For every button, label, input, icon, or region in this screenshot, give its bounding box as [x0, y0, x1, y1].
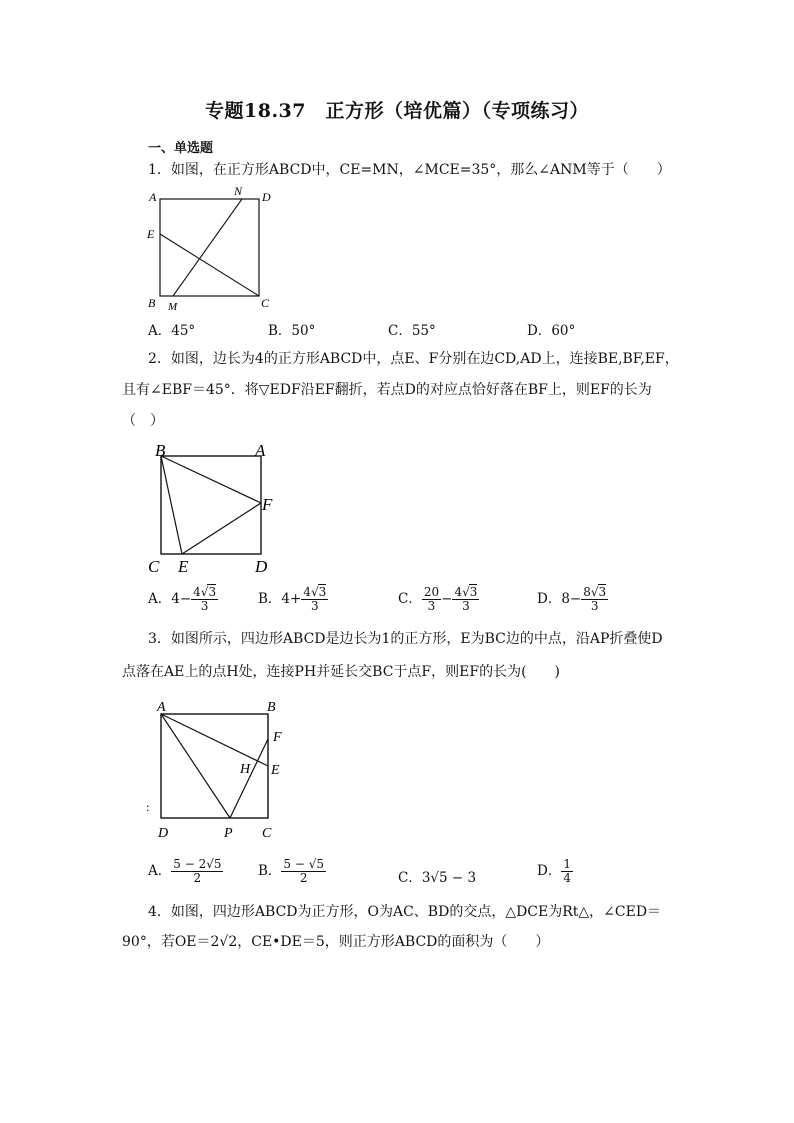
label-c: C [148, 557, 160, 576]
label-b: B [155, 441, 166, 460]
label-d: D [158, 826, 169, 841]
label-h: H [240, 762, 251, 777]
label-b: B [267, 700, 276, 715]
label-c: C [261, 296, 270, 310]
question-2-line-1: 2．如图，边长为4的正方形ABCD中，点E、F分别在边CD,AD上，连接BE,BF,EF， [148, 351, 679, 367]
question-1-text: 1．如图，在正方形ABCD中，CE=MN，∠MCE=35°，那么∠ANM等于（ ） [148, 162, 671, 178]
label-d: D [255, 557, 268, 576]
q1-option-d[interactable]: D．60° [527, 323, 576, 339]
segment-be [161, 456, 182, 554]
label-p: P [224, 826, 233, 841]
q2-option-c[interactable]: C． $\frac{20}{3}$ − $\frac{4√3}{3}$ [398, 585, 478, 613]
q3-option-d[interactable]: D． $\frac{1}{4}$ [537, 857, 571, 885]
question-3-figure [140, 695, 290, 845]
q3-option-a[interactable]: A． $\frac{5 - 2√5}{2}$ [148, 857, 222, 885]
question-3-line-2: 点落在AE上的点H处，连接PH并延长交BC于点F，则EF的长为( ) [122, 664, 560, 680]
label-f: F [262, 495, 273, 514]
label-e: E [178, 557, 189, 576]
segment-ce [160, 234, 259, 296]
label-e: E [271, 763, 280, 778]
label-c: C [262, 826, 272, 841]
segment-ef [182, 503, 261, 554]
question-4-line-1: 4．如图，四边形ABCD为正方形，O为AC、BD的交点，△DCE为Rt△，∠CED＝ [148, 904, 662, 920]
stray-mark: : [146, 800, 150, 814]
q1-option-c[interactable]: C．55° [388, 323, 436, 339]
question-2-line-2: 且有∠EBF＝45°．将▽EDF沿EF翻折，若点D的对应点恰好落在BF上，则EF的长为 [122, 382, 652, 398]
square-abcd [161, 714, 268, 818]
q2-option-d[interactable]: D．8− $\frac{8√3}{3}$ [537, 585, 607, 613]
q3-option-c[interactable]: C．3√5 − 3 [398, 870, 477, 886]
label-a: A [255, 441, 266, 460]
segment-ae [161, 714, 268, 766]
label-d: D [262, 190, 271, 204]
q1-option-a[interactable]: A．45° [148, 323, 196, 339]
label-a: A [149, 190, 157, 204]
question-2-line-3: （ ） [122, 413, 164, 429]
label-b: B [148, 296, 156, 310]
segment-bf [161, 456, 261, 503]
question-4-line-2: 90°，若OE＝2√2，CE•DE＝5，则正方形ABCD的面积为（ ） [122, 934, 550, 950]
square-bacd [161, 456, 261, 554]
page-title: 专题18.37 正方形（培优篇）（专项练习） [205, 100, 589, 122]
section-heading: 一、单选题 [148, 141, 214, 156]
label-a: A [157, 700, 166, 715]
label-f: F [273, 730, 282, 745]
q2-option-a[interactable]: A．4− $\frac{4√3}{3}$ [148, 585, 217, 613]
question-1-figure [140, 183, 285, 315]
segment-ap [161, 714, 230, 818]
label-e: E [147, 227, 155, 241]
question-2-figure [145, 438, 285, 578]
q3-option-b[interactable]: B． $\frac{5 - √5}{2}$ [258, 857, 325, 885]
segment-mn [173, 199, 242, 296]
q1-option-b[interactable]: B．50° [268, 323, 316, 339]
label-m: M [168, 301, 178, 313]
square-abcd [160, 199, 259, 296]
label-n: N [234, 184, 243, 198]
q2-option-b[interactable]: B．4+ $\frac{4√3}{3}$ [258, 585, 327, 613]
question-3-line-1: 3．如图所示，四边形ABCD是边长为1的正方形，E为BC边的中点，沿AP折叠使D [148, 631, 663, 647]
